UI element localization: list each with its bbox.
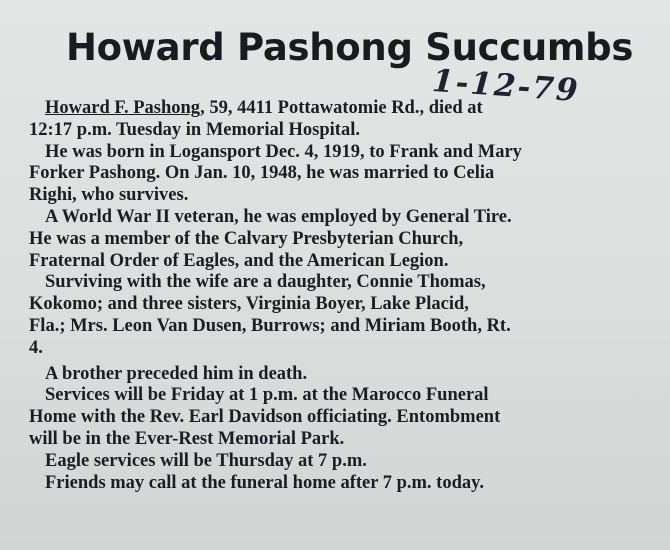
obituary-line: Fraternal Order of Eagles, and the American Legion. — [29, 250, 449, 271]
handwritten-date: 1-12-79 — [430, 62, 581, 110]
obituary-line: Services will be Friday at 1 p.m. at the Marocco Funeral — [45, 385, 489, 406]
obituary-body — [29, 98, 659, 494]
obituary-line: Friends may call at the funeral home after 7 p.m. today. — [45, 472, 484, 493]
obituary-line: Home with the Rev. Earl Davidson officiating. Entombment — [29, 407, 501, 428]
headline: Howard Pashong Succumbs — [66, 26, 634, 69]
obituary-line: He was a member of the Calvary Presbyterian Church, — [29, 228, 464, 249]
obituary-line: Kokomo; and three sisters, Virginia Boyer, Lake Placid, — [29, 294, 469, 315]
obituary-line: Righi, who survives. — [29, 185, 189, 206]
obituary-line: Surviving with the wife are a daughter, Connie Thomas, — [45, 272, 486, 293]
obituary-line: Eagle services will be Thursday at 7 p.m. — [45, 450, 367, 471]
obituary-line: He was born in Logansport Dec. 4, 1919, to Frank and Mary — [45, 141, 522, 162]
obituary-line: will be in the Ever-Rest Memorial Park. — [29, 428, 345, 449]
obituary-line: 4. — [29, 337, 43, 358]
obituary-line: Forker Pashong. On Jan. 10, 1948, he was married to Celia — [29, 163, 495, 184]
obituary-line: 12:17 p.m. Tuesday in Memorial Hospital. — [29, 119, 360, 140]
obituary-line: Fla.; Mrs. Leon Van Dusen, Burrows; and Miriam Booth, Rt. — [29, 315, 511, 336]
obituary-line: A World War II veteran, he was employed by General Tire. — [45, 206, 512, 227]
deceased-name: Howard F. Pashong — [45, 98, 201, 118]
obituary-line: A brother preceded him in death. — [45, 363, 308, 384]
obituary-line: Howard F. Pashong, 59, 4411 Pottawatomie Rd., died at — [45, 98, 483, 118]
